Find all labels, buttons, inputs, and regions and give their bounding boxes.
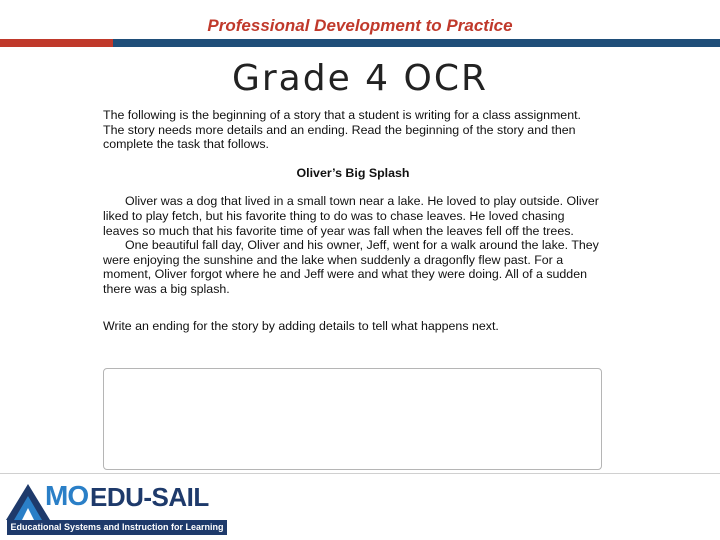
header-title: Professional Development to Practice: [207, 16, 513, 35]
logo-edu-sail-text: EDU-SAIL: [90, 482, 209, 512]
logo-mo-text: MO: [45, 480, 89, 511]
task-document: [103, 108, 603, 333]
mo-edu-sail-logo: [4, 478, 234, 538]
task-intro: The following is the beginning of a story that a student is writing for a class assignment. The story needs more details and an ending. Read the beginning of the story and then complete the task that follows.: [103, 108, 581, 152]
header-rule-blue: [113, 39, 720, 47]
header-rule-red: [0, 39, 113, 47]
story-paragraph-1: Oliver was a dog that lived in a small town near a lake. He loved to play outside. Oliver liked to play fetch, but his favorite thing to do was to chase leaves. He loved chasing leaves so much that his favorite time of year was fall when the leaves fell off the trees.: [103, 194, 599, 238]
story-title: Oliver’s Big Splash: [296, 165, 410, 180]
answer-text-box[interactable]: [103, 368, 602, 470]
writing-prompt: Write an ending for the story by adding details to tell what happens next.: [103, 318, 499, 333]
slide-title: Grade 4 OCR: [231, 58, 489, 99]
footer-divider: [0, 473, 720, 474]
logo-subtitle: Educational Systems and Instruction for Learning: [7, 520, 227, 535]
story-paragraph-2: One beautiful fall day, Oliver and his owner, Jeff, went for a walk around the lake. They were enjoying the sunshine and the lake when suddenly a dragonfly flew past. For a moment, Oliver forgot where he and Jeff were and what they were doing. All of a sudden there was a big splash.: [103, 238, 599, 296]
